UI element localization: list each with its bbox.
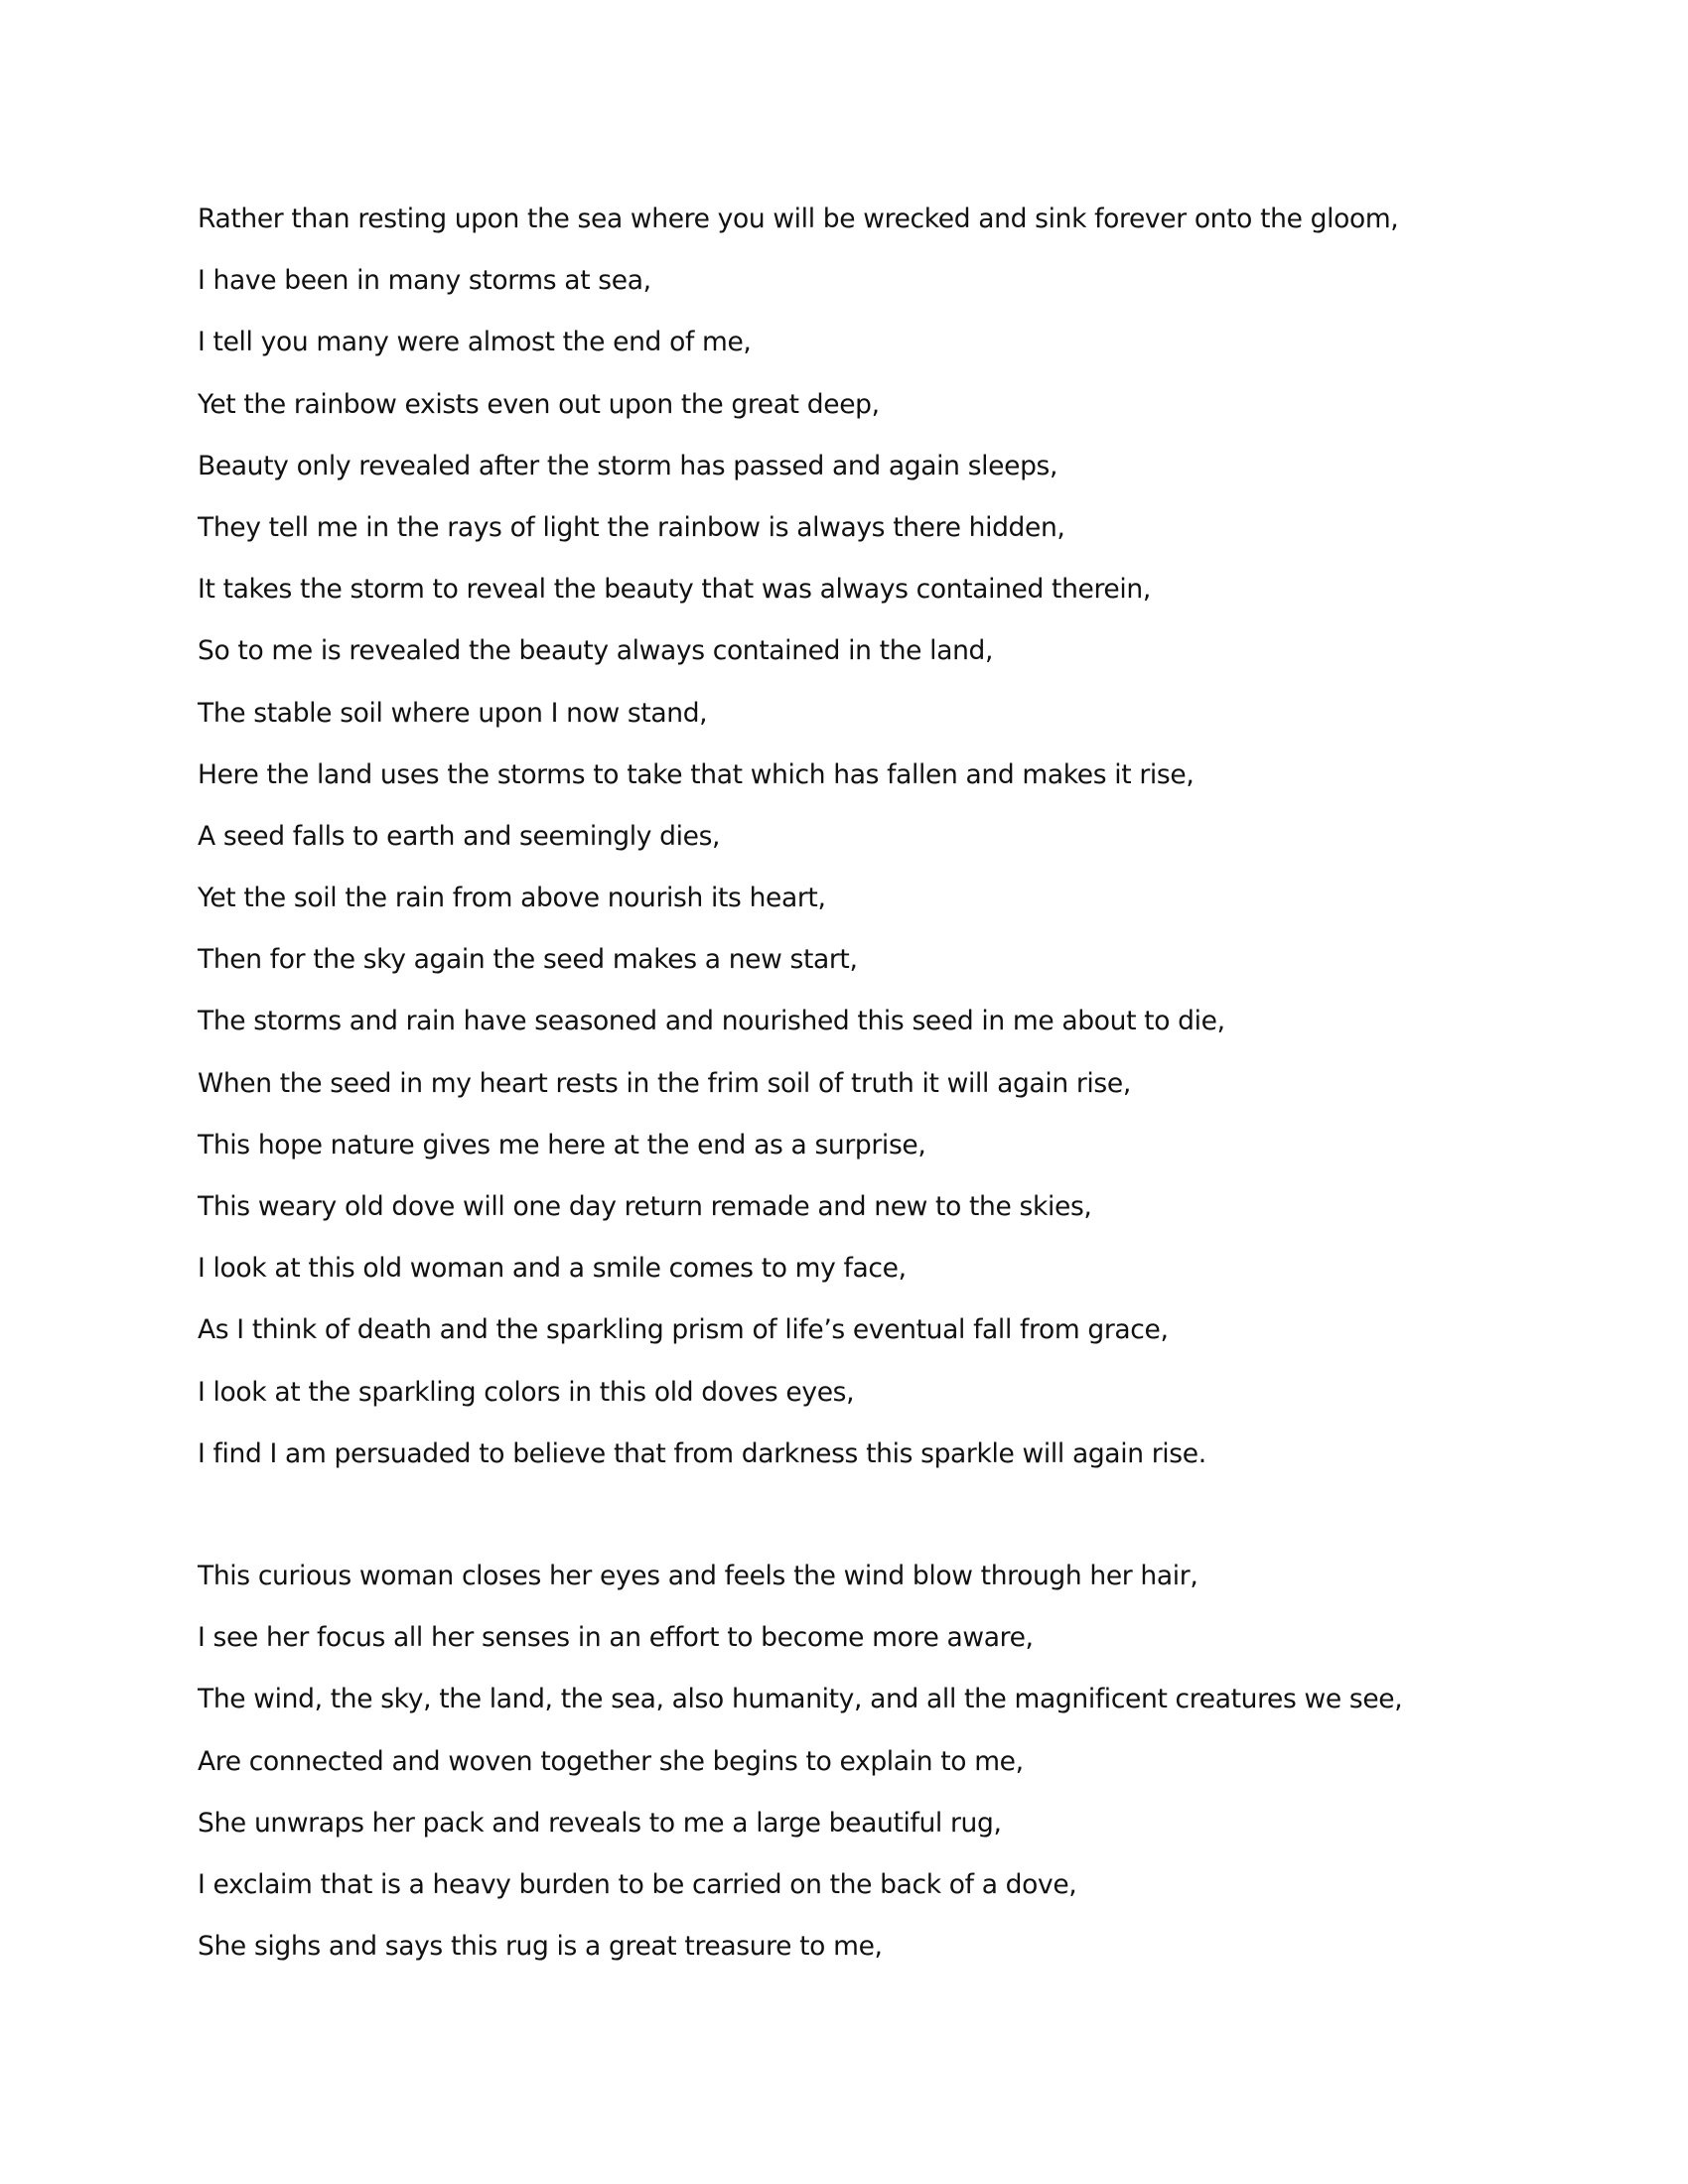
poem-line: A seed falls to earth and seemingly dies, [198,820,721,852]
poem-line: I find I am persuaded to believe that from darkness this sparkle will again rise. [198,1437,1206,1469]
poem-line: I look at this old woman and a smile comes to my face, [198,1253,907,1285]
poem-line: The wind, the sky, the land, the sea, also humanity, and all the magnificent creatures we see, [198,1684,1403,1715]
poem-line: I look at the sparkling colors in this old doves eyes, [198,1376,855,1408]
poem-line: Here the land uses the storms to take that which has fallen and makes it rise, [198,758,1195,790]
poem-line: She sighs and says this rug is a great treasure to me, [198,1931,883,1963]
poem-line: Yet the soil the rain from above nourish its heart, [198,883,826,914]
poem-line: Then for the sky again the seed makes a new start, [198,944,858,976]
poem-line: So to me is revealed the beauty always contained in the land, [198,635,994,667]
poem-line: As I think of death and the sparkling prism of life’s eventual fall from grace, [198,1314,1169,1346]
poem-line: I see her focus all her senses in an effort to become more aware, [198,1622,1034,1654]
poem-line: This weary old dove will one day return remade and new to the skies, [198,1191,1092,1222]
poem-line: She unwraps her pack and reveals to me a large beautiful rug, [198,1807,1002,1839]
poem-line: I exclaim that is a heavy burden to be carried on the back of a dove, [198,1868,1077,1900]
poem-line: The stable soil where upon I now stand, [198,697,708,729]
poem-line: When the seed in my heart rests in the frim soil of truth it will again rise, [198,1067,1131,1099]
poem-line: This hope nature gives me here at the end as a surprise, [198,1129,926,1160]
poem-line: They tell me in the rays of light the rainbow is always there hidden, [198,511,1065,543]
poem-stanza-1 [198,197,1398,1493]
poem-line: The storms and rain have seasoned and nourished this seed in me about to die, [198,1006,1225,1037]
poem-line: I tell you many were almost the end of me, [198,327,752,358]
poem-line: This curious woman closes her eyes and feels the wind blow through her hair, [198,1561,1198,1591]
poem-line: I have been in many storms at sea, [198,265,651,297]
poem-line: It takes the storm to reveal the beauty that was always contained therein, [198,574,1151,606]
poem-line: Beauty only revealed after the storm has passed and again sleeps, [198,450,1058,481]
poem-line: Are connected and woven together she begins to explain to me, [198,1745,1024,1777]
poem-stanza-2 [198,1554,1402,1985]
poem-line: Rather than resting upon the sea where you will be wrecked and sink forever onto the gloom, [198,204,1399,234]
poem-line: Yet the rainbow exists even out upon the great deep, [198,388,880,420]
